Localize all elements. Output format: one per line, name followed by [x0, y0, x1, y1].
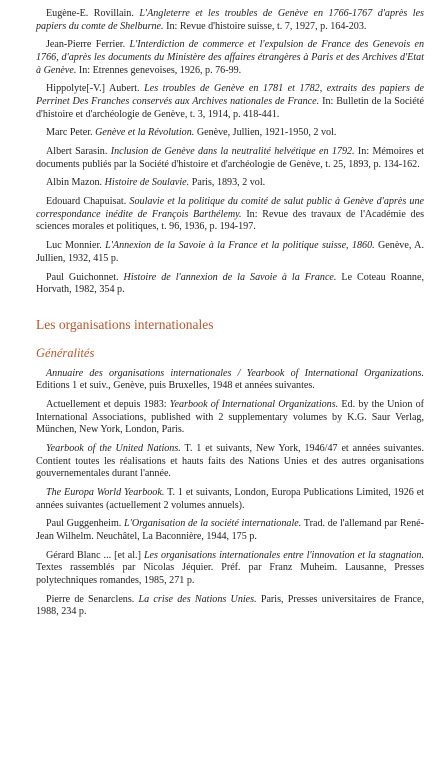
- entry-author: Jean-Pierre Ferrier.: [46, 39, 126, 51]
- bibliography-entry: [36, 487, 424, 512]
- bibliography-entry: [36, 240, 424, 265]
- bibliography-list-top: [36, 8, 424, 297]
- bibliography-entry: [36, 368, 424, 393]
- entry-author: Eugène-E. Rovillain.: [46, 8, 134, 19]
- entry-author: Paul Guggenheim.: [46, 518, 122, 530]
- entry-details: Trad. de l'allemand par René-Jean Wilhelm. Neuchâtel, La Baconnière, 1944, 175 p.: [36, 518, 425, 543]
- entry-author: Albert Sarasin.: [46, 146, 108, 158]
- entry-title: Inclusion de Genève dans la neutralité helvétique en 1792.: [110, 146, 355, 158]
- entry-details: Ed. by the Union of International Associations, published with 2 supplementary volumes by K.G. Saur Verlag, München, New York, London, Paris.: [36, 399, 424, 436]
- subsection-title: Généralités: [36, 345, 95, 360]
- bibliography-list-bottom: [36, 368, 424, 619]
- entry-title: Histoire de l'annexion de la Savoie à la France.: [123, 271, 337, 283]
- entry-author: Hippolyte[-V.] Aubert.: [46, 83, 140, 95]
- entry-author: Albin Mazon.: [46, 177, 103, 189]
- entry-author: Marc Peter.: [46, 127, 93, 139]
- entry-title: L'Annexion de la Savoie à la France et la politique suisse, 1860.: [105, 240, 375, 252]
- entry-title: L'Angleterre et les troubles de Genève en 1766-1767 d'après les papiers du comte de Shelburne.: [36, 8, 424, 32]
- entry-title: The Europa World Yearbook.: [46, 487, 165, 499]
- entry-title: Annuaire des organisations internationales / Yearbook of International Organizations.: [46, 367, 424, 379]
- bibliography-entry: [36, 272, 424, 297]
- entry-details: In: Revue d'histoire suisse, t. 7, 1927, p. 164-203.: [166, 20, 367, 32]
- entry-details: In: Bulletin de la Société d'histoire et d'archéologie de Genève, t. 3, 1914, p. 418-441.: [36, 95, 424, 120]
- entry-details: In: Mémoires et documents publiés par la Société d'histoire et d'archéologie de Genève, t. 25, 1893, p. 134-162.: [36, 146, 424, 170]
- entry-author: Luc Monnier.: [46, 240, 102, 252]
- entry-details: Editions 1 et suiv., Genève, puis Bruxelles, 1948 et années suivantes.: [36, 380, 315, 392]
- entry-details: Genève, A. Jullien, 1932, 415 p.: [36, 240, 424, 264]
- entry-author: Gérard Blanc ... [et al.]: [46, 549, 141, 561]
- entry-details: Paris, 1893, 2 vol.: [191, 177, 266, 189]
- entry-title: Yearbook of International Organizations.: [169, 399, 339, 411]
- entry-title: Les troubles de Genève en 1781 et 1782, extraits des papiers de Perrinet Des Franches conservés aux Archives nationales de France.: [36, 83, 425, 107]
- entry-details: In: Etrennes genevoises, 1926, p. 76-99.: [78, 64, 242, 76]
- section-title: Les organisations internationales: [36, 316, 214, 332]
- entry-author: Actuellement et depuis 1983:: [46, 399, 167, 411]
- entry-details: Le Coteau Roanne, Horvath, 1982, 354 p.: [36, 271, 424, 296]
- entry-details: Paris, Presses universitaires de France, 1988, 234 p.: [36, 593, 425, 618]
- bibliography-entry: [36, 399, 424, 437]
- bibliography-entry: [36, 443, 424, 481]
- bibliography-entry: [36, 518, 424, 543]
- entry-title: Genève et la Révolution.: [95, 127, 195, 139]
- bibliography-entry: [36, 177, 424, 190]
- entry-details: T. 1 et suivants, New York, 1946/47 et années suivantes. Contient toutes les réalisations et hauts faits des Nations Unies et des autres organisations gouvernementales durant l'année.: [36, 443, 425, 480]
- entry-title: Yearbook of the United Nations.: [46, 443, 181, 455]
- bibliography-entry: [36, 127, 424, 140]
- entry-details: T. 1 et suivants, London, Europa Publications Limited, 1926 et années suivantes (actuellement 2 volumes annuels).: [36, 487, 424, 511]
- entry-details: In: Revue des travaux de l'Académie des sciences morales et politiques, t. 96, 1936, p. 194-197.: [36, 208, 424, 233]
- bibliography-entry: [36, 8, 424, 33]
- entry-title: La crise des Nations Unies.: [138, 593, 257, 605]
- bibliography-entry: [36, 594, 424, 619]
- entry-author: Edouard Chapuisat.: [46, 196, 127, 208]
- entry-title: L'Interdiction de commerce et l'expulsion de France des Genevois en 1766, d'après les documents du Ministère des affaires étrangères à Paris et des Archives d'Etat à Genève.: [36, 39, 424, 76]
- entry-author: Pierre de Senarclens.: [46, 593, 135, 605]
- bibliography-entry: [36, 550, 424, 588]
- bibliography-entry: [36, 39, 424, 77]
- bibliography-entry: [36, 146, 424, 171]
- bibliography-entry: [36, 196, 424, 234]
- entry-details: Textes rassemblés par Nicolas Jéquier. Préf. par Franz Muheim. Lausanne, Presses polytechniques romandes, 1985, 271 p.: [36, 562, 424, 587]
- entry-author: Paul Guichonnet.: [46, 271, 119, 283]
- entry-title: Les organisations internationales entre l'innovation et la stagnation.: [143, 549, 424, 561]
- entry-title: Histoire de Soulavie.: [104, 177, 190, 189]
- entry-details: Genève, Jullien, 1921-1950, 2 vol.: [196, 127, 337, 139]
- entry-title: L'Organisation de la société internationale.: [124, 518, 302, 530]
- bibliography-entry: [36, 83, 424, 121]
- entry-title: Soulavie et la politique du comité de salut public à Genève d'après une correspondance inédite de François Barthélemy.: [36, 196, 424, 220]
